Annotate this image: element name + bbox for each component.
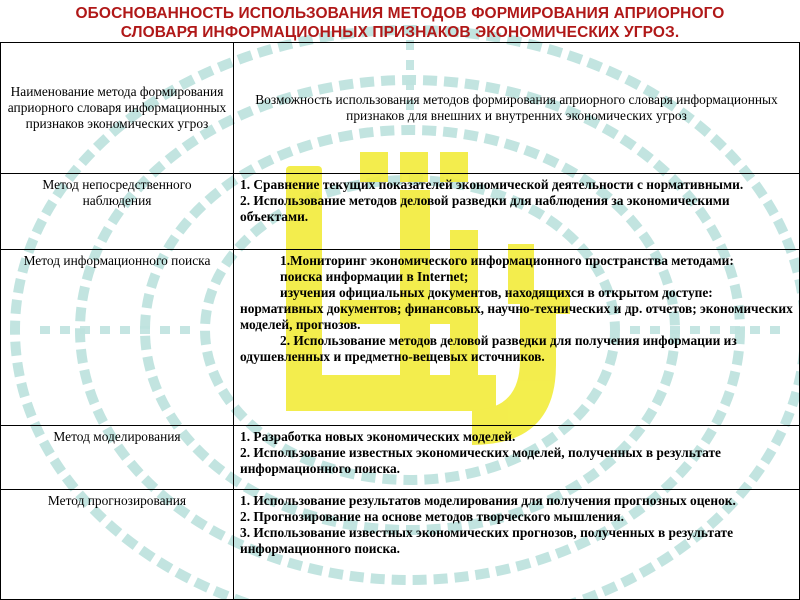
list-item: 1. Разработка новых экономических моделей.: [240, 429, 516, 444]
table-row: [1, 250, 800, 426]
methods-table: [0, 42, 800, 600]
row-method-observation: Метод непосредственного наблюдения: [1, 174, 234, 250]
slide-title: [0, 4, 800, 42]
table-header-row: [1, 43, 800, 174]
header-method-name: Наименование метода формирования априорного словаря информационных признаков экономических угроз: [1, 43, 234, 174]
row-items-search: [234, 250, 800, 426]
table-row: [1, 426, 800, 490]
list-item: изучения официальных документов, находящихся в открытом доступе: нормативных документов; финансовых, научно-технических и др. отчетов; экономических моделей, прогнозов.: [240, 285, 793, 332]
list-item: поиска информации в Internet;: [280, 269, 469, 284]
row-method-search: Метод информационного поиска: [1, 250, 234, 426]
table-row: [1, 490, 800, 600]
slide-title-line-2: СЛОВАРЯ ИНФОРМАЦИОННЫХ ПРИЗНАКОВ ЭКОНОМИЧЕСКИХ УГРОЗ.: [120, 24, 680, 41]
row-items-forecasting: [234, 490, 800, 600]
list-item: 2. Использование известных экономических моделей, полученных в результате информационного поиска.: [240, 445, 721, 476]
row-items-modeling: [234, 426, 800, 490]
list-item: 3. Использование известных экономических прогнозов, полученных в результате информационного поиска.: [240, 525, 734, 556]
list-item: 1. Использование результатов моделирования для получения прогнозных оценок.: [240, 493, 736, 508]
table-row: [1, 174, 800, 250]
list-item: 1. Сравнение текущих показателей экономической деятельности с нормативными.: [240, 177, 744, 192]
list-item: 1.Мониторинг экономического информационного пространства методами:: [280, 253, 734, 268]
list-item: 2. Прогнозирование на основе методов творческого мышления.: [240, 509, 624, 524]
row-method-modeling: Метод моделирования: [1, 426, 234, 490]
slide-title-line-1: ОБОСНОВАННОСТЬ ИСПОЛЬЗОВАНИЯ МЕТОДОВ ФОРМИРОВАНИЯ АПРИОРНОГО: [75, 5, 725, 22]
list-item: 2. Использование методов деловой разведки для получения информации из одушевленных и предметно-вещевых источников.: [240, 333, 737, 364]
list-item: 2. Использование методов деловой разведки для наблюдения за экономическими объектами.: [240, 193, 730, 224]
header-possibility: Возможность использования методов формирования априорного словаря информационных признаков для внешних и внутренних экономических угроз: [234, 43, 800, 174]
row-method-forecasting: Метод прогнозирования: [1, 490, 234, 600]
row-items-observation: [234, 174, 800, 250]
